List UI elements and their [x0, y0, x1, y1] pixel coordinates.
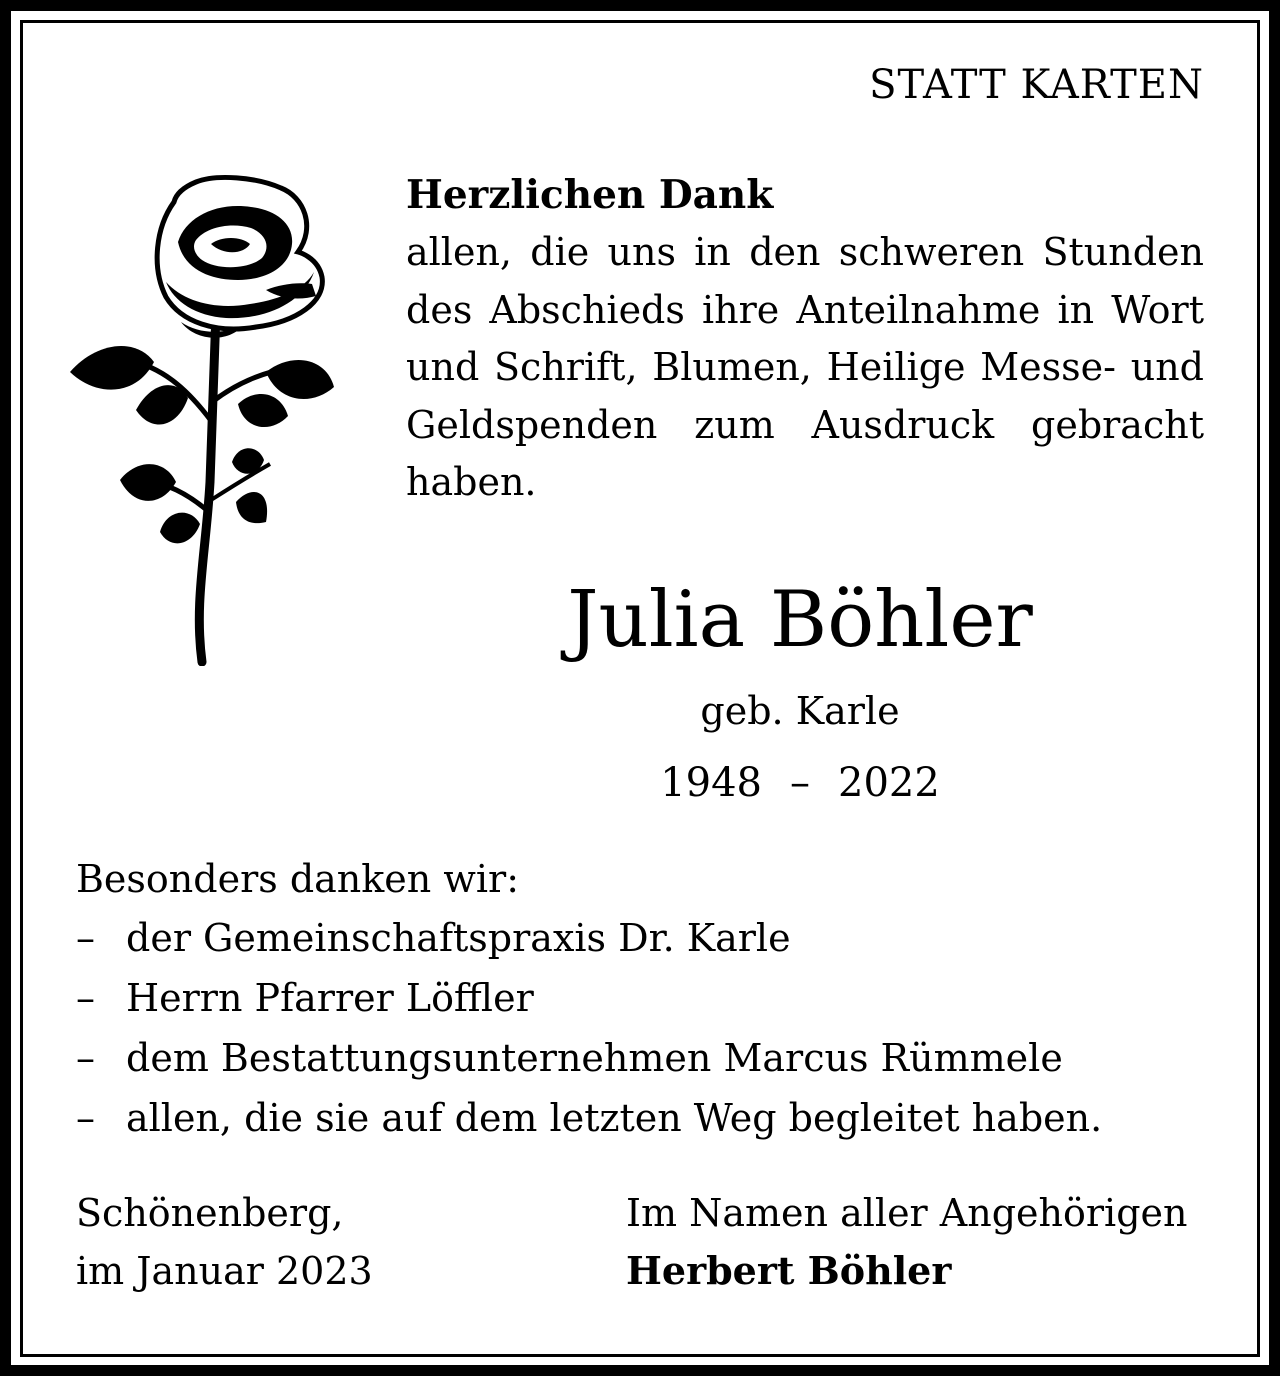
list-dash: – [76, 916, 95, 960]
year-death: 2022 [838, 760, 940, 806]
place-date [76, 1184, 373, 1300]
thanks-section [76, 850, 1216, 1148]
rose-icon [66, 172, 340, 666]
statt-karten-label: STATT KARTEN [869, 62, 1204, 108]
thanks-heading: Besonders danken wir: [76, 857, 519, 901]
year-birth: 1948 [660, 760, 762, 806]
intro-body: allen, die uns in den schweren Stunden des Abschieds ihre Anteilnahme in Wort und Schrift, Blumen, Heilige Messe- und Geldspenden zum Ausdruck gebracht haben. [406, 230, 1204, 504]
list-dash: – [76, 1096, 95, 1140]
intro-block [406, 166, 1204, 512]
birth-name: geb. Karle [700, 689, 900, 733]
list-item [76, 968, 1216, 1028]
deceased-name: Julia Böhler [567, 575, 1033, 665]
date: im Januar 2023 [76, 1249, 373, 1293]
intro-heading: Herzlichen Dank [406, 172, 774, 218]
list-item [76, 1028, 1216, 1088]
thanks-list [76, 908, 1216, 1148]
list-dash: – [76, 1036, 95, 1080]
list-item [76, 1088, 1216, 1148]
place: Schönenberg, [76, 1191, 344, 1235]
on-behalf-text: Im Namen aller Angehörigen [626, 1191, 1188, 1235]
signature-block [626, 1184, 1187, 1300]
list-item [76, 908, 1216, 968]
year-separator: – [790, 760, 810, 806]
list-item-text: der Gemeinschaftspraxis Dr. Karle [126, 916, 791, 960]
list-item-text: allen, die sie auf dem letzten Weg begleitet haben. [126, 1096, 1103, 1140]
list-dash: – [76, 976, 95, 1020]
list-item-text: dem Bestattungsunternehmen Marcus Rümmele [126, 1036, 1063, 1080]
life-dates [400, 756, 1200, 810]
list-item-text: Herrn Pfarrer Löffler [126, 976, 534, 1020]
signer-name: Herbert Böhler [626, 1248, 952, 1293]
